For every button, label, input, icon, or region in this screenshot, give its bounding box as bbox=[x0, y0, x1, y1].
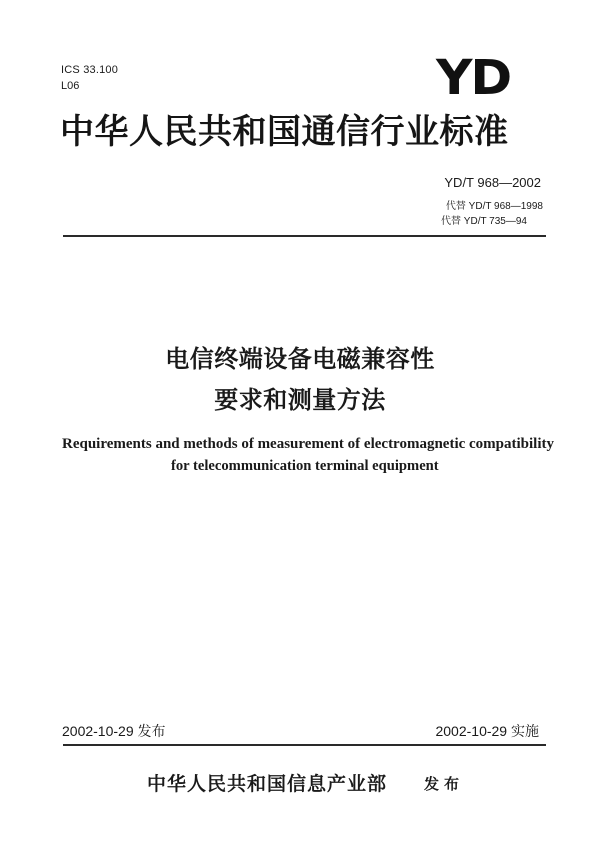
ccs-code: L06 bbox=[61, 80, 80, 92]
english-title-line-1: Requirements and methods of measurement of electromagnetic compatibility bbox=[62, 436, 555, 452]
publisher-name: 中华人民共和国信息产业部 bbox=[147, 773, 388, 795]
chinese-title-line-1: 电信终端设备电磁兼容性 bbox=[165, 345, 435, 373]
chinese-title-line-2: 要求和测量方法 bbox=[214, 386, 386, 414]
replaced-standard-2: 代替 YD/T 735—94 bbox=[441, 216, 527, 227]
yd-logo: YD bbox=[436, 50, 511, 106]
top-divider bbox=[63, 235, 546, 237]
standard-type-heading: 中华人民共和国通信行业标准 bbox=[60, 112, 509, 152]
standard-number: YD/T 968—2002 bbox=[444, 175, 541, 190]
issue-date: 2002-10-29 发布 bbox=[62, 723, 166, 739]
implementation-date: 2002-10-29 实施 bbox=[435, 723, 539, 739]
publish-label: 发布 bbox=[424, 775, 465, 793]
ics-code: ICS 33.100 bbox=[61, 64, 119, 76]
english-title-line-2: for telecommunication terminal equipment bbox=[171, 458, 439, 474]
replaced-standard-1: 代替 YD/T 968—1998 bbox=[445, 201, 543, 212]
bottom-divider bbox=[63, 744, 546, 746]
